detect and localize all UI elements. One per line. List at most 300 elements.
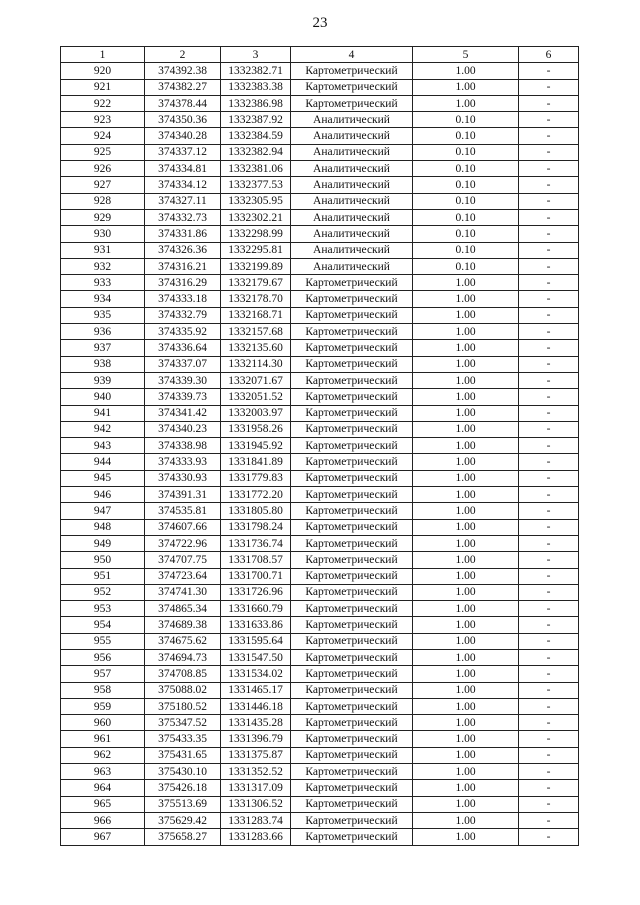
note-cell: -	[519, 405, 579, 421]
method-cell: Картометрический	[291, 470, 413, 486]
method-cell: Аналитический	[291, 209, 413, 225]
method-cell: Аналитический	[291, 193, 413, 209]
method-cell: Картометрический	[291, 340, 413, 356]
x-coordinate-cell: 375629.42	[145, 812, 221, 828]
column-header-3: 3	[221, 47, 291, 63]
table-row	[61, 128, 579, 144]
note-cell: -	[519, 63, 579, 79]
note-cell: -	[519, 666, 579, 682]
table-row	[61, 812, 579, 828]
method-cell: Картометрический	[291, 63, 413, 79]
accuracy-cell: 0.10	[413, 177, 519, 193]
point-number-cell: 964	[61, 780, 145, 796]
x-coordinate-cell: 374336.64	[145, 340, 221, 356]
x-coordinate-cell: 374675.62	[145, 633, 221, 649]
x-coordinate-cell: 374723.64	[145, 568, 221, 584]
x-coordinate-cell: 375088.02	[145, 682, 221, 698]
x-coordinate-cell: 374334.81	[145, 161, 221, 177]
point-number-cell: 952	[61, 584, 145, 600]
accuracy-cell: 1.00	[413, 715, 519, 731]
method-cell: Картометрический	[291, 780, 413, 796]
page-number: 23	[312, 15, 328, 31]
accuracy-cell: 1.00	[413, 780, 519, 796]
note-cell: -	[519, 535, 579, 551]
table-row	[61, 584, 579, 600]
y-coordinate-cell: 1331958.26	[221, 421, 291, 437]
x-coordinate-cell: 374340.28	[145, 128, 221, 144]
table-row	[61, 405, 579, 421]
table-row	[61, 258, 579, 274]
note-cell: -	[519, 275, 579, 291]
point-number-cell: 928	[61, 193, 145, 209]
note-cell: -	[519, 796, 579, 812]
point-number-cell: 956	[61, 649, 145, 665]
method-cell: Картометрический	[291, 812, 413, 828]
y-coordinate-cell: 1332381.06	[221, 161, 291, 177]
point-number-cell: 940	[61, 389, 145, 405]
accuracy-cell: 1.00	[413, 601, 519, 617]
x-coordinate-cell: 374326.36	[145, 242, 221, 258]
y-coordinate-cell: 1331726.96	[221, 584, 291, 600]
table-row	[61, 226, 579, 242]
accuracy-cell: 0.10	[413, 161, 519, 177]
note-cell: -	[519, 177, 579, 193]
y-coordinate-cell: 1331352.52	[221, 764, 291, 780]
point-number-cell: 959	[61, 698, 145, 714]
point-number-cell: 965	[61, 796, 145, 812]
method-cell: Картометрический	[291, 568, 413, 584]
y-coordinate-cell: 1332386.98	[221, 95, 291, 111]
table-row	[61, 307, 579, 323]
point-number-cell: 941	[61, 405, 145, 421]
table-row	[61, 682, 579, 698]
accuracy-cell: 1.00	[413, 470, 519, 486]
y-coordinate-cell: 1331306.52	[221, 796, 291, 812]
x-coordinate-cell: 375433.35	[145, 731, 221, 747]
x-coordinate-cell: 374339.30	[145, 372, 221, 388]
table-row	[61, 698, 579, 714]
method-cell: Аналитический	[291, 128, 413, 144]
point-number-cell: 948	[61, 519, 145, 535]
table-body	[61, 63, 579, 845]
y-coordinate-cell: 1331534.02	[221, 666, 291, 682]
accuracy-cell: 1.00	[413, 698, 519, 714]
note-cell: -	[519, 258, 579, 274]
column-header-4: 4	[291, 47, 413, 63]
y-coordinate-cell: 1332157.68	[221, 324, 291, 340]
y-coordinate-cell: 1332168.71	[221, 307, 291, 323]
method-cell: Аналитический	[291, 242, 413, 258]
point-number-cell: 932	[61, 258, 145, 274]
table-row	[61, 715, 579, 731]
y-coordinate-cell: 1332387.92	[221, 112, 291, 128]
point-number-cell: 925	[61, 144, 145, 160]
y-coordinate-cell: 1332377.53	[221, 177, 291, 193]
note-cell: -	[519, 112, 579, 128]
method-cell: Картометрический	[291, 405, 413, 421]
y-coordinate-cell: 1332383.38	[221, 79, 291, 95]
table-row	[61, 421, 579, 437]
x-coordinate-cell: 374707.75	[145, 552, 221, 568]
x-coordinate-cell: 374392.38	[145, 63, 221, 79]
note-cell: -	[519, 584, 579, 600]
accuracy-cell: 0.10	[413, 144, 519, 160]
note-cell: -	[519, 682, 579, 698]
point-number-cell: 960	[61, 715, 145, 731]
point-number-cell: 955	[61, 633, 145, 649]
point-number-cell: 933	[61, 275, 145, 291]
x-coordinate-cell: 374334.12	[145, 177, 221, 193]
point-number-cell: 950	[61, 552, 145, 568]
accuracy-cell: 0.10	[413, 242, 519, 258]
note-cell: -	[519, 633, 579, 649]
accuracy-cell: 1.00	[413, 503, 519, 519]
accuracy-cell: 1.00	[413, 731, 519, 747]
x-coordinate-cell: 374391.31	[145, 487, 221, 503]
accuracy-cell: 1.00	[413, 747, 519, 763]
x-coordinate-cell: 374327.11	[145, 193, 221, 209]
point-number-cell: 943	[61, 438, 145, 454]
method-cell: Аналитический	[291, 144, 413, 160]
x-coordinate-cell: 374338.98	[145, 438, 221, 454]
accuracy-cell: 1.00	[413, 372, 519, 388]
note-cell: -	[519, 552, 579, 568]
table-row	[61, 649, 579, 665]
header-row	[61, 47, 579, 63]
note-cell: -	[519, 454, 579, 470]
accuracy-cell: 0.10	[413, 226, 519, 242]
note-cell: -	[519, 389, 579, 405]
method-cell: Картометрический	[291, 356, 413, 372]
x-coordinate-cell: 374340.23	[145, 421, 221, 437]
table-row	[61, 731, 579, 747]
y-coordinate-cell: 1331283.74	[221, 812, 291, 828]
x-coordinate-cell: 374337.12	[145, 144, 221, 160]
method-cell: Картометрический	[291, 503, 413, 519]
table-row	[61, 242, 579, 258]
y-coordinate-cell: 1332305.95	[221, 193, 291, 209]
table-row	[61, 503, 579, 519]
method-cell: Картометрический	[291, 715, 413, 731]
accuracy-cell: 1.00	[413, 584, 519, 600]
y-coordinate-cell: 1332179.67	[221, 275, 291, 291]
x-coordinate-cell: 374378.44	[145, 95, 221, 111]
point-number-cell: 921	[61, 79, 145, 95]
table-header	[61, 47, 579, 63]
accuracy-cell: 1.00	[413, 95, 519, 111]
note-cell: -	[519, 568, 579, 584]
method-cell: Картометрический	[291, 796, 413, 812]
note-cell: -	[519, 747, 579, 763]
coordinates-table	[60, 46, 579, 846]
y-coordinate-cell: 1332298.99	[221, 226, 291, 242]
method-cell: Картометрический	[291, 682, 413, 698]
y-coordinate-cell: 1332114.30	[221, 356, 291, 372]
note-cell: -	[519, 519, 579, 535]
point-number-cell: 951	[61, 568, 145, 584]
accuracy-cell: 1.00	[413, 764, 519, 780]
y-coordinate-cell: 1331700.71	[221, 568, 291, 584]
x-coordinate-cell: 375430.10	[145, 764, 221, 780]
y-coordinate-cell: 1332384.59	[221, 128, 291, 144]
point-number-cell: 957	[61, 666, 145, 682]
point-number-cell: 961	[61, 731, 145, 747]
x-coordinate-cell: 375180.52	[145, 698, 221, 714]
y-coordinate-cell: 1331772.20	[221, 487, 291, 503]
point-number-cell: 963	[61, 764, 145, 780]
y-coordinate-cell: 1331633.86	[221, 617, 291, 633]
x-coordinate-cell: 375426.18	[145, 780, 221, 796]
accuracy-cell: 1.00	[413, 340, 519, 356]
accuracy-cell: 1.00	[413, 568, 519, 584]
note-cell: -	[519, 503, 579, 519]
note-cell: -	[519, 242, 579, 258]
column-header-1: 1	[61, 47, 145, 63]
x-coordinate-cell: 374316.21	[145, 258, 221, 274]
x-coordinate-cell: 374335.92	[145, 324, 221, 340]
note-cell: -	[519, 226, 579, 242]
note-cell: -	[519, 79, 579, 95]
x-coordinate-cell: 374689.38	[145, 617, 221, 633]
note-cell: -	[519, 356, 579, 372]
y-coordinate-cell: 1332135.60	[221, 340, 291, 356]
method-cell: Картометрический	[291, 617, 413, 633]
y-coordinate-cell: 1331841.89	[221, 454, 291, 470]
table-row	[61, 209, 579, 225]
method-cell: Картометрический	[291, 633, 413, 649]
method-cell: Картометрический	[291, 584, 413, 600]
point-number-cell: 936	[61, 324, 145, 340]
accuracy-cell: 0.10	[413, 112, 519, 128]
y-coordinate-cell: 1331547.50	[221, 649, 291, 665]
y-coordinate-cell: 1331446.18	[221, 698, 291, 714]
point-number-cell: 967	[61, 829, 145, 845]
y-coordinate-cell: 1331660.79	[221, 601, 291, 617]
note-cell: -	[519, 649, 579, 665]
table-row	[61, 780, 579, 796]
method-cell: Аналитический	[291, 161, 413, 177]
y-coordinate-cell: 1331945.92	[221, 438, 291, 454]
x-coordinate-cell: 374741.30	[145, 584, 221, 600]
note-cell: -	[519, 617, 579, 633]
point-number-cell: 931	[61, 242, 145, 258]
method-cell: Аналитический	[291, 258, 413, 274]
accuracy-cell: 1.00	[413, 421, 519, 437]
column-header-2: 2	[145, 47, 221, 63]
table-row	[61, 340, 579, 356]
point-number-cell: 958	[61, 682, 145, 698]
note-cell: -	[519, 764, 579, 780]
point-number-cell: 938	[61, 356, 145, 372]
accuracy-cell: 1.00	[413, 79, 519, 95]
method-cell: Картометрический	[291, 764, 413, 780]
y-coordinate-cell: 1332071.67	[221, 372, 291, 388]
point-number-cell: 922	[61, 95, 145, 111]
x-coordinate-cell: 374382.27	[145, 79, 221, 95]
x-coordinate-cell: 374865.34	[145, 601, 221, 617]
x-coordinate-cell: 374694.73	[145, 649, 221, 665]
note-cell: -	[519, 438, 579, 454]
method-cell: Аналитический	[291, 112, 413, 128]
x-coordinate-cell: 374607.66	[145, 519, 221, 535]
y-coordinate-cell: 1331375.87	[221, 747, 291, 763]
table-row	[61, 324, 579, 340]
note-cell: -	[519, 95, 579, 111]
table-row	[61, 438, 579, 454]
point-number-cell: 966	[61, 812, 145, 828]
x-coordinate-cell: 375513.69	[145, 796, 221, 812]
method-cell: Картометрический	[291, 829, 413, 845]
table-row	[61, 112, 579, 128]
x-coordinate-cell: 374341.42	[145, 405, 221, 421]
y-coordinate-cell: 1331396.79	[221, 731, 291, 747]
point-number-cell: 944	[61, 454, 145, 470]
accuracy-cell: 1.00	[413, 291, 519, 307]
note-cell: -	[519, 780, 579, 796]
method-cell: Картометрический	[291, 324, 413, 340]
accuracy-cell: 1.00	[413, 63, 519, 79]
y-coordinate-cell: 1332382.94	[221, 144, 291, 160]
table-row	[61, 633, 579, 649]
method-cell: Картометрический	[291, 291, 413, 307]
method-cell: Картометрический	[291, 438, 413, 454]
accuracy-cell: 1.00	[413, 324, 519, 340]
note-cell: -	[519, 128, 579, 144]
y-coordinate-cell: 1331805.80	[221, 503, 291, 519]
table-row	[61, 519, 579, 535]
x-coordinate-cell: 374316.29	[145, 275, 221, 291]
point-number-cell: 942	[61, 421, 145, 437]
x-coordinate-cell: 374722.96	[145, 535, 221, 551]
table-row	[61, 144, 579, 160]
x-coordinate-cell: 374339.73	[145, 389, 221, 405]
point-number-cell: 920	[61, 63, 145, 79]
method-cell: Картометрический	[291, 487, 413, 503]
accuracy-cell: 0.10	[413, 209, 519, 225]
accuracy-cell: 1.00	[413, 812, 519, 828]
table-row	[61, 764, 579, 780]
table-row	[61, 63, 579, 79]
y-coordinate-cell: 1332382.71	[221, 63, 291, 79]
point-number-cell: 946	[61, 487, 145, 503]
accuracy-cell: 1.00	[413, 633, 519, 649]
accuracy-cell: 1.00	[413, 389, 519, 405]
method-cell: Картометрический	[291, 601, 413, 617]
table-row	[61, 177, 579, 193]
note-cell: -	[519, 193, 579, 209]
method-cell: Аналитический	[291, 177, 413, 193]
point-number-cell: 945	[61, 470, 145, 486]
table-row	[61, 666, 579, 682]
point-number-cell: 953	[61, 601, 145, 617]
x-coordinate-cell: 374331.86	[145, 226, 221, 242]
y-coordinate-cell: 1331317.09	[221, 780, 291, 796]
y-coordinate-cell: 1331435.28	[221, 715, 291, 731]
accuracy-cell: 1.00	[413, 405, 519, 421]
note-cell: -	[519, 372, 579, 388]
note-cell: -	[519, 731, 579, 747]
method-cell: Аналитический	[291, 226, 413, 242]
method-cell: Картометрический	[291, 666, 413, 682]
table-row	[61, 617, 579, 633]
method-cell: Картометрический	[291, 79, 413, 95]
x-coordinate-cell: 375658.27	[145, 829, 221, 845]
accuracy-cell: 1.00	[413, 649, 519, 665]
accuracy-cell: 1.00	[413, 275, 519, 291]
accuracy-cell: 1.00	[413, 617, 519, 633]
method-cell: Картометрический	[291, 275, 413, 291]
point-number-cell: 935	[61, 307, 145, 323]
method-cell: Картометрический	[291, 698, 413, 714]
method-cell: Картометрический	[291, 747, 413, 763]
point-number-cell: 927	[61, 177, 145, 193]
y-coordinate-cell: 1332302.21	[221, 209, 291, 225]
note-cell: -	[519, 601, 579, 617]
accuracy-cell: 1.00	[413, 666, 519, 682]
method-cell: Картометрический	[291, 649, 413, 665]
method-cell: Картометрический	[291, 519, 413, 535]
column-header-5: 5	[413, 47, 519, 63]
accuracy-cell: 0.10	[413, 258, 519, 274]
note-cell: -	[519, 487, 579, 503]
y-coordinate-cell: 1332003.97	[221, 405, 291, 421]
y-coordinate-cell: 1331595.64	[221, 633, 291, 649]
point-number-cell: 947	[61, 503, 145, 519]
table-row	[61, 535, 579, 551]
table-row	[61, 291, 579, 307]
y-coordinate-cell: 1331465.17	[221, 682, 291, 698]
x-coordinate-cell: 375347.52	[145, 715, 221, 731]
accuracy-cell: 1.00	[413, 682, 519, 698]
method-cell: Картометрический	[291, 95, 413, 111]
method-cell: Картометрический	[291, 372, 413, 388]
table-row	[61, 275, 579, 291]
table-row	[61, 161, 579, 177]
table-row	[61, 747, 579, 763]
y-coordinate-cell: 1332295.81	[221, 242, 291, 258]
accuracy-cell: 1.00	[413, 552, 519, 568]
accuracy-cell: 1.00	[413, 356, 519, 372]
note-cell: -	[519, 698, 579, 714]
method-cell: Картометрический	[291, 535, 413, 551]
accuracy-cell: 1.00	[413, 307, 519, 323]
table-row	[61, 389, 579, 405]
x-coordinate-cell: 374708.85	[145, 666, 221, 682]
x-coordinate-cell: 374333.93	[145, 454, 221, 470]
y-coordinate-cell: 1331798.24	[221, 519, 291, 535]
accuracy-cell: 1.00	[413, 519, 519, 535]
column-header-6: 6	[519, 47, 579, 63]
x-coordinate-cell: 374337.07	[145, 356, 221, 372]
x-coordinate-cell: 374535.81	[145, 503, 221, 519]
table-row	[61, 487, 579, 503]
point-number-cell: 939	[61, 372, 145, 388]
accuracy-cell: 0.10	[413, 193, 519, 209]
note-cell: -	[519, 421, 579, 437]
point-number-cell: 926	[61, 161, 145, 177]
table-row	[61, 454, 579, 470]
note-cell: -	[519, 829, 579, 845]
method-cell: Картометрический	[291, 307, 413, 323]
note-cell: -	[519, 144, 579, 160]
point-number-cell: 930	[61, 226, 145, 242]
method-cell: Картометрический	[291, 389, 413, 405]
table-row	[61, 601, 579, 617]
table-row	[61, 79, 579, 95]
note-cell: -	[519, 340, 579, 356]
y-coordinate-cell: 1331283.66	[221, 829, 291, 845]
table-row	[61, 829, 579, 845]
